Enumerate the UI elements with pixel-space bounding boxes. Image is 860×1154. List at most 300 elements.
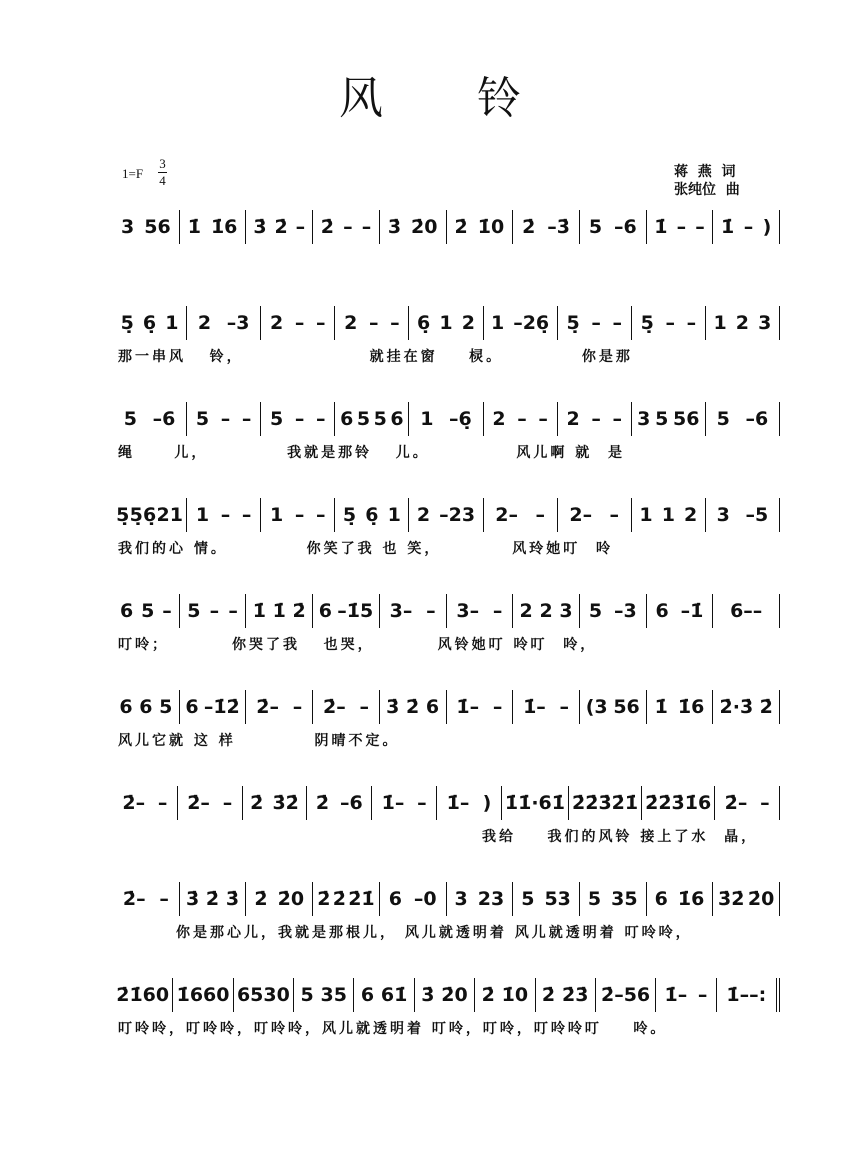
time-signature — [158, 156, 167, 189]
note-group: 2̇ — [406, 696, 420, 718]
measure — [313, 594, 380, 628]
note-group: 2 — [566, 408, 580, 430]
note-group: 3̇2̇ — [272, 792, 299, 814]
note-group: 6̣ — [417, 312, 431, 334]
measure — [632, 498, 706, 532]
staff-line — [116, 690, 780, 724]
note-group: ) — [762, 216, 772, 238]
note-group: 2̇ — [454, 216, 468, 238]
note-group: 5 — [588, 600, 603, 622]
note-group: 5 — [587, 888, 602, 910]
note-group: 2̇ — [292, 600, 306, 622]
measure — [513, 594, 580, 628]
note-group: 5̣ — [342, 504, 357, 526]
note-group: – — [591, 312, 601, 334]
measure — [558, 498, 632, 532]
note-group: – — [369, 312, 379, 334]
note-group: – — [591, 408, 601, 430]
note-group: 6 — [318, 600, 332, 622]
note-group: 5̣ — [640, 312, 654, 334]
measure — [261, 498, 335, 532]
measure — [536, 978, 596, 1012]
note-group: –3 — [613, 600, 637, 622]
note-group: – — [209, 600, 220, 622]
measure — [180, 690, 247, 724]
measure — [447, 690, 514, 724]
note-group: 5 — [141, 600, 155, 622]
measure — [234, 978, 294, 1012]
note-group: 6 — [360, 984, 375, 1006]
note-group: 3̇ — [225, 888, 240, 910]
note-group: 1̇6 — [677, 696, 705, 718]
note-group: 61̇ — [380, 984, 408, 1006]
measure — [580, 690, 647, 724]
measure — [261, 306, 335, 340]
note-group: 2̇·3̇ — [719, 696, 754, 718]
measure — [187, 402, 261, 436]
measure — [569, 786, 642, 820]
note-group: – — [359, 696, 369, 718]
lyricist: 蒋 燕 词 — [674, 164, 736, 180]
note-group: –6̣ — [449, 408, 472, 430]
note-group: – — [686, 312, 697, 334]
note-group: 1 — [195, 504, 210, 526]
note-group: –23 — [439, 504, 476, 526]
note-group: –3 — [226, 312, 250, 334]
measure — [313, 690, 380, 724]
note-group: 5 — [356, 408, 371, 430]
note-group: 2̇ — [274, 216, 288, 238]
note-group: 6̣ — [365, 504, 379, 526]
note-group: 5̣ — [116, 504, 130, 526]
staff-line — [116, 402, 780, 436]
measure — [642, 786, 715, 820]
staff-line — [116, 210, 780, 244]
lyrics-line: 叮呤呤，叮呤呤，叮呤呤，风儿就透明着 叮呤，叮呤，叮呤呤叮 呤。 — [118, 1021, 668, 1037]
measure — [187, 306, 261, 340]
note-group: 1̇660 — [176, 984, 230, 1006]
note-group: 5̣ — [566, 312, 580, 334]
note-group: 2 — [270, 312, 284, 334]
note-group: 1̇– — [381, 792, 405, 814]
note-group: –3̇ — [547, 216, 570, 238]
measure — [380, 690, 447, 724]
note-group: 5 — [716, 408, 730, 430]
note-group: 2 — [461, 312, 475, 334]
measure — [502, 786, 569, 820]
measure — [180, 594, 247, 628]
measure — [335, 498, 409, 532]
note-group: 2̇2̇3̇1̇6 — [645, 792, 712, 814]
measure — [116, 402, 187, 436]
measure — [380, 210, 447, 244]
note-group: 1 — [491, 312, 505, 334]
note-group: 56 — [613, 696, 640, 718]
note-group: 2̇– — [724, 792, 748, 814]
note-group: 3 — [121, 216, 135, 238]
note-group: – — [612, 408, 622, 430]
note-group: 5 — [300, 984, 314, 1006]
note-group: 2 — [416, 504, 431, 526]
note-group: 2̇0 — [411, 216, 438, 238]
measure — [294, 978, 354, 1012]
measure — [513, 210, 580, 244]
note-group: 3̇2̇ — [718, 888, 745, 910]
measure — [116, 978, 173, 1012]
measure — [116, 690, 180, 724]
lyrics-line: 我们的心 情。 你笑了我 也 笑， 风玲她叮 呤 — [118, 541, 613, 557]
measure — [246, 594, 313, 628]
measure — [647, 594, 714, 628]
measure — [116, 306, 187, 340]
note-group: – — [697, 984, 708, 1006]
measure — [246, 882, 313, 916]
note-group: 2̇0 — [441, 984, 468, 1006]
note-group: 1̇6 — [677, 888, 705, 910]
measure — [596, 978, 656, 1012]
measure — [484, 498, 558, 532]
note-group: 6 — [185, 696, 199, 718]
measure — [713, 594, 780, 628]
measure — [475, 978, 535, 1012]
note-group: – — [517, 408, 527, 430]
note-group: 1̇ — [654, 216, 668, 238]
measure — [187, 498, 261, 532]
note-group: 6 — [388, 888, 402, 910]
time-sig-top: 3 — [159, 156, 166, 171]
note-group: 2 — [684, 504, 698, 526]
staff-line — [116, 786, 780, 820]
note-group: – — [390, 312, 400, 334]
note-group: 1̇ — [504, 792, 519, 814]
note-group: – — [295, 216, 306, 238]
note-group: 2̇– — [187, 792, 210, 814]
measure — [307, 786, 372, 820]
note-group: 6 — [655, 600, 669, 622]
song-title: 风 铃 — [339, 73, 561, 124]
note-group: – — [292, 696, 303, 718]
note-group: – — [159, 888, 169, 910]
measure — [246, 210, 313, 244]
note-group: 5 — [270, 408, 284, 430]
note-group: 1 — [639, 504, 653, 526]
measure — [313, 882, 380, 916]
measure — [409, 498, 483, 532]
note-group: 2̇ — [332, 888, 346, 910]
note-group: 35 — [320, 984, 347, 1006]
note-group: –1̇ — [680, 600, 704, 622]
note-group: – — [361, 216, 372, 238]
measure — [409, 306, 483, 340]
note-group: – — [294, 504, 305, 526]
key-signature: 1=F — [122, 166, 144, 181]
note-group: 2̇3̇ — [561, 984, 589, 1006]
lyrics-line: 叮呤； 你哭了我 也哭， 风铃她叮 呤叮 呤， — [118, 637, 598, 653]
note-group: 35 — [611, 888, 638, 910]
measure — [647, 210, 714, 244]
staff-line — [116, 306, 780, 340]
staff-line — [116, 882, 780, 916]
note-group: 56 — [144, 216, 171, 238]
measure — [706, 306, 780, 340]
note-group: 3̇ — [421, 984, 435, 1006]
note-group: 2 — [519, 600, 533, 622]
measure — [580, 210, 647, 244]
note-group: – — [760, 792, 770, 814]
measure — [513, 690, 580, 724]
note-group: 1̇– — [523, 696, 546, 718]
note-group: –6 — [340, 792, 363, 814]
lyrics-line: 你是那心儿，我就是那根儿， 风儿就透明着 风儿就透明着 叮呤呤， — [176, 925, 693, 941]
note-group: 3̇ — [186, 888, 200, 910]
measure — [313, 210, 380, 244]
measure — [717, 978, 780, 1012]
note-group: 1 — [661, 504, 675, 526]
note-group: 1̇0 — [501, 984, 529, 1006]
measure — [647, 882, 714, 916]
note-group: – — [157, 792, 168, 814]
measure — [380, 594, 447, 628]
measure — [116, 594, 180, 628]
note-group: – — [676, 216, 687, 238]
note-group: – — [241, 504, 252, 526]
note-group: – — [612, 312, 622, 334]
note-group: 5̣ — [120, 312, 134, 334]
note-group: –6 — [613, 216, 637, 238]
note-group: 1̇6 — [210, 216, 238, 238]
note-group: 1 — [439, 312, 453, 334]
note-group: 2̇ — [254, 888, 268, 910]
note-group: 53 — [544, 888, 571, 910]
measure — [706, 498, 780, 532]
measure — [180, 210, 247, 244]
note-group: –1̇5 — [337, 600, 374, 622]
measure — [437, 786, 502, 820]
measure — [380, 882, 447, 916]
measure — [580, 882, 647, 916]
note-group: 2̇ — [522, 216, 536, 238]
note-group: 3– — [389, 600, 413, 622]
note-group: –6 — [152, 408, 176, 430]
note-group: 23 — [477, 888, 505, 910]
measure — [713, 690, 780, 724]
note-group: – — [492, 600, 503, 622]
note-group: – — [665, 312, 675, 334]
measure — [354, 978, 414, 1012]
note-group: 3 — [637, 408, 651, 430]
note-group: 2̇ — [317, 888, 331, 910]
note-group: 5 — [588, 216, 603, 238]
note-group: – — [559, 696, 570, 718]
note-group: 5 — [655, 408, 669, 430]
note-group: – — [316, 504, 326, 526]
note-group: – — [294, 408, 305, 430]
note-group: –0 — [413, 888, 437, 910]
note-group: 1̇ — [272, 600, 286, 622]
note-group: 5 — [521, 888, 535, 910]
note-group: 2̇0 — [277, 888, 305, 910]
measure — [484, 306, 558, 340]
note-group: 1 — [270, 504, 284, 526]
measure — [558, 306, 632, 340]
note-group: – — [220, 408, 231, 430]
note-group: –5 — [745, 504, 769, 526]
note-group: 3̇ — [253, 216, 267, 238]
note-group: 1 — [165, 312, 179, 334]
note-group: – — [609, 504, 620, 526]
measure — [647, 690, 714, 724]
note-group: 5̣ — [129, 504, 143, 526]
staff-line — [116, 594, 780, 628]
note-group: 2̇– — [122, 888, 146, 910]
note-group: 6 — [119, 600, 134, 622]
note-group: 3 — [716, 504, 730, 526]
note-group: 1̇ — [721, 216, 735, 238]
measure — [415, 978, 475, 1012]
note-group: – — [228, 600, 238, 622]
note-group: (3 — [585, 696, 608, 718]
note-group: – — [294, 312, 305, 334]
measure — [178, 786, 243, 820]
measure — [706, 402, 780, 436]
note-group: – — [695, 216, 705, 238]
note-group: 2̇– — [322, 696, 346, 718]
note-group: 6–– — [730, 600, 763, 622]
note-group: 2 — [735, 312, 750, 334]
note-group: 2̇1̇60 — [116, 984, 170, 1006]
measure — [116, 786, 178, 820]
note-group: 1̇– — [664, 984, 688, 1006]
note-group: 6̣ — [143, 504, 157, 526]
note-group: 1̇– — [446, 792, 470, 814]
lyrics-line: 绳 儿， 我就是那铃 儿。 风儿啊 就 是 — [118, 445, 625, 461]
note-group: 3 — [454, 888, 468, 910]
note-group: 1̇ — [654, 696, 668, 718]
measure — [580, 594, 647, 628]
note-group: 2– — [569, 504, 593, 526]
measure — [713, 882, 780, 916]
note-group: – — [426, 600, 436, 622]
note-group: 5 — [187, 600, 201, 622]
note-group: 1̇0 — [477, 216, 505, 238]
note-group: 5 — [159, 696, 173, 718]
measure — [246, 690, 313, 724]
measure — [715, 786, 780, 820]
note-group: –26̣ — [513, 312, 550, 334]
note-group: 2̇ — [320, 216, 334, 238]
note-group: 2̇1̇ — [348, 888, 375, 910]
note-group: 2̇ — [250, 792, 264, 814]
note-group: – — [222, 792, 233, 814]
note-group: 1 — [713, 312, 727, 334]
note-group: – — [492, 696, 503, 718]
note-group: – — [343, 216, 353, 238]
lyrics-line: 风儿它就 这 样 阴晴不定。 — [118, 733, 400, 749]
measure — [513, 882, 580, 916]
composer: 张纯位 曲 — [674, 182, 740, 198]
measure — [335, 306, 409, 340]
staff-line — [116, 978, 780, 1012]
measure — [484, 402, 558, 436]
time-sig-bottom: 4 — [159, 173, 166, 188]
measure — [243, 786, 308, 820]
note-group: 2 — [492, 408, 506, 430]
note-group: – — [162, 600, 172, 622]
note-group: 2̇– — [256, 696, 279, 718]
note-group: 6 — [139, 696, 153, 718]
note-group: 2 — [197, 312, 212, 334]
note-group: 2 — [344, 312, 358, 334]
measure — [173, 978, 233, 1012]
note-group: 6 — [654, 888, 668, 910]
measure — [713, 210, 780, 244]
note-group: 3 — [758, 312, 772, 334]
measure — [447, 594, 514, 628]
note-group: – — [316, 312, 326, 334]
note-group: – — [538, 408, 548, 430]
note-group: 2 — [539, 600, 553, 622]
note-group: 2̇0 — [747, 888, 775, 910]
note-group: – — [220, 504, 231, 526]
note-group: 1̇ — [187, 216, 201, 238]
measure — [372, 786, 437, 820]
note-group: 1̇·61̇ — [518, 792, 565, 814]
note-group: – — [743, 216, 754, 238]
credits — [674, 163, 740, 199]
measure — [116, 882, 180, 916]
note-group: 2̇ — [205, 888, 220, 910]
note-group: 6̣ — [142, 312, 157, 334]
note-group: –6 — [745, 408, 769, 430]
note-group: 6 — [340, 408, 354, 430]
measure — [447, 882, 514, 916]
note-group: 2̇2̇3̇2̇1̇ — [572, 792, 639, 814]
measure — [656, 978, 716, 1012]
note-group: 6 — [119, 696, 133, 718]
note-group: – — [241, 408, 252, 430]
note-group: 2̇–56 — [600, 984, 651, 1006]
note-group: 3 — [559, 600, 573, 622]
measure — [180, 882, 247, 916]
note-group: 1 — [420, 408, 434, 430]
note-group: –1̇2̇ — [203, 696, 240, 718]
note-group: 2– — [495, 504, 518, 526]
note-group: 1̇––: — [726, 984, 767, 1006]
note-group: 21 — [156, 504, 183, 526]
note-group: 5 — [373, 408, 387, 430]
note-group: 2̇ — [759, 696, 773, 718]
note-group: 1̇– — [456, 696, 480, 718]
lyrics-line: 那一串风 铃， 就挂在窗 棂。 你是那 — [118, 349, 633, 365]
note-group: 3̇ — [387, 216, 402, 238]
measure — [261, 402, 335, 436]
measure — [409, 402, 483, 436]
note-group: 1̇ — [252, 600, 266, 622]
note-group: 3̇ — [386, 696, 400, 718]
note-group: 2̇ — [315, 792, 330, 814]
note-group: 56 — [673, 408, 700, 430]
note-group: 1 — [387, 504, 401, 526]
measure — [632, 306, 706, 340]
note-group: 2̇ — [481, 984, 495, 1006]
measure — [116, 498, 187, 532]
measure — [447, 210, 514, 244]
note-group: 6 — [390, 408, 404, 430]
staff-line — [116, 498, 780, 532]
measure — [558, 402, 632, 436]
note-group: – — [535, 504, 545, 526]
note-group: – — [316, 408, 326, 430]
